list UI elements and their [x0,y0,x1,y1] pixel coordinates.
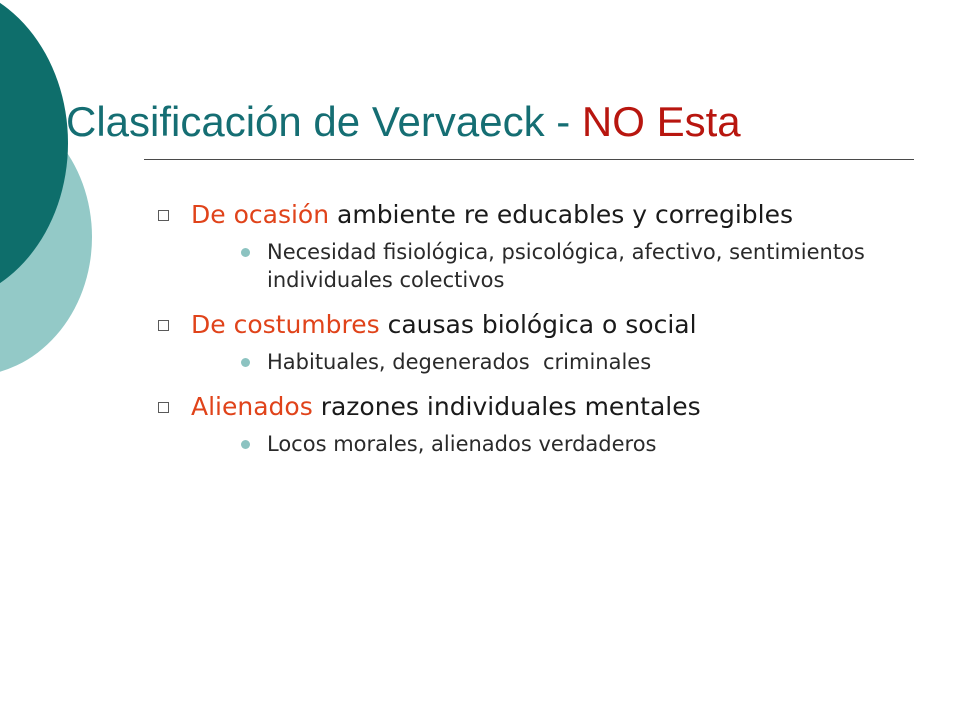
title-accent: NO Esta [581,98,741,145]
item-text [191,308,915,342]
round-bullet-icon [241,440,250,449]
sub-item-text: Locos morales, alienados verdaderos [267,432,657,456]
item-body: ambiente re educables y corregibles [337,200,794,229]
list-item [155,198,915,294]
item-text [191,198,915,232]
slide-title [66,96,741,148]
title-main: Clasificación de Vervaeck [66,98,545,145]
sub-item [191,238,915,294]
item-highlight: De costumbres [191,310,380,339]
round-bullet-icon [241,358,250,367]
item-text [191,390,915,424]
hollow-square-bullet-icon [158,320,169,331]
item-body: causas biológica o social [387,310,697,339]
title-separator: - [556,98,571,145]
title-divider [144,159,914,160]
round-bullet-icon [241,248,250,257]
list-item [155,308,915,376]
sub-item-text: Habituales, degenerados criminales [267,350,652,374]
bullet-list [155,198,915,472]
item-highlight: De ocasión [191,200,330,229]
list-item [155,390,915,458]
hollow-square-bullet-icon [158,402,169,413]
sub-item [191,430,915,458]
item-highlight: Alienados [191,392,313,421]
hollow-square-bullet-icon [158,210,169,221]
item-body: razones individuales mentales [320,392,701,421]
sub-item-text: Necesidad fisiológica, psicológica, afectivo, sentimientos individuales colectivos [267,240,865,292]
sub-item [191,348,915,376]
